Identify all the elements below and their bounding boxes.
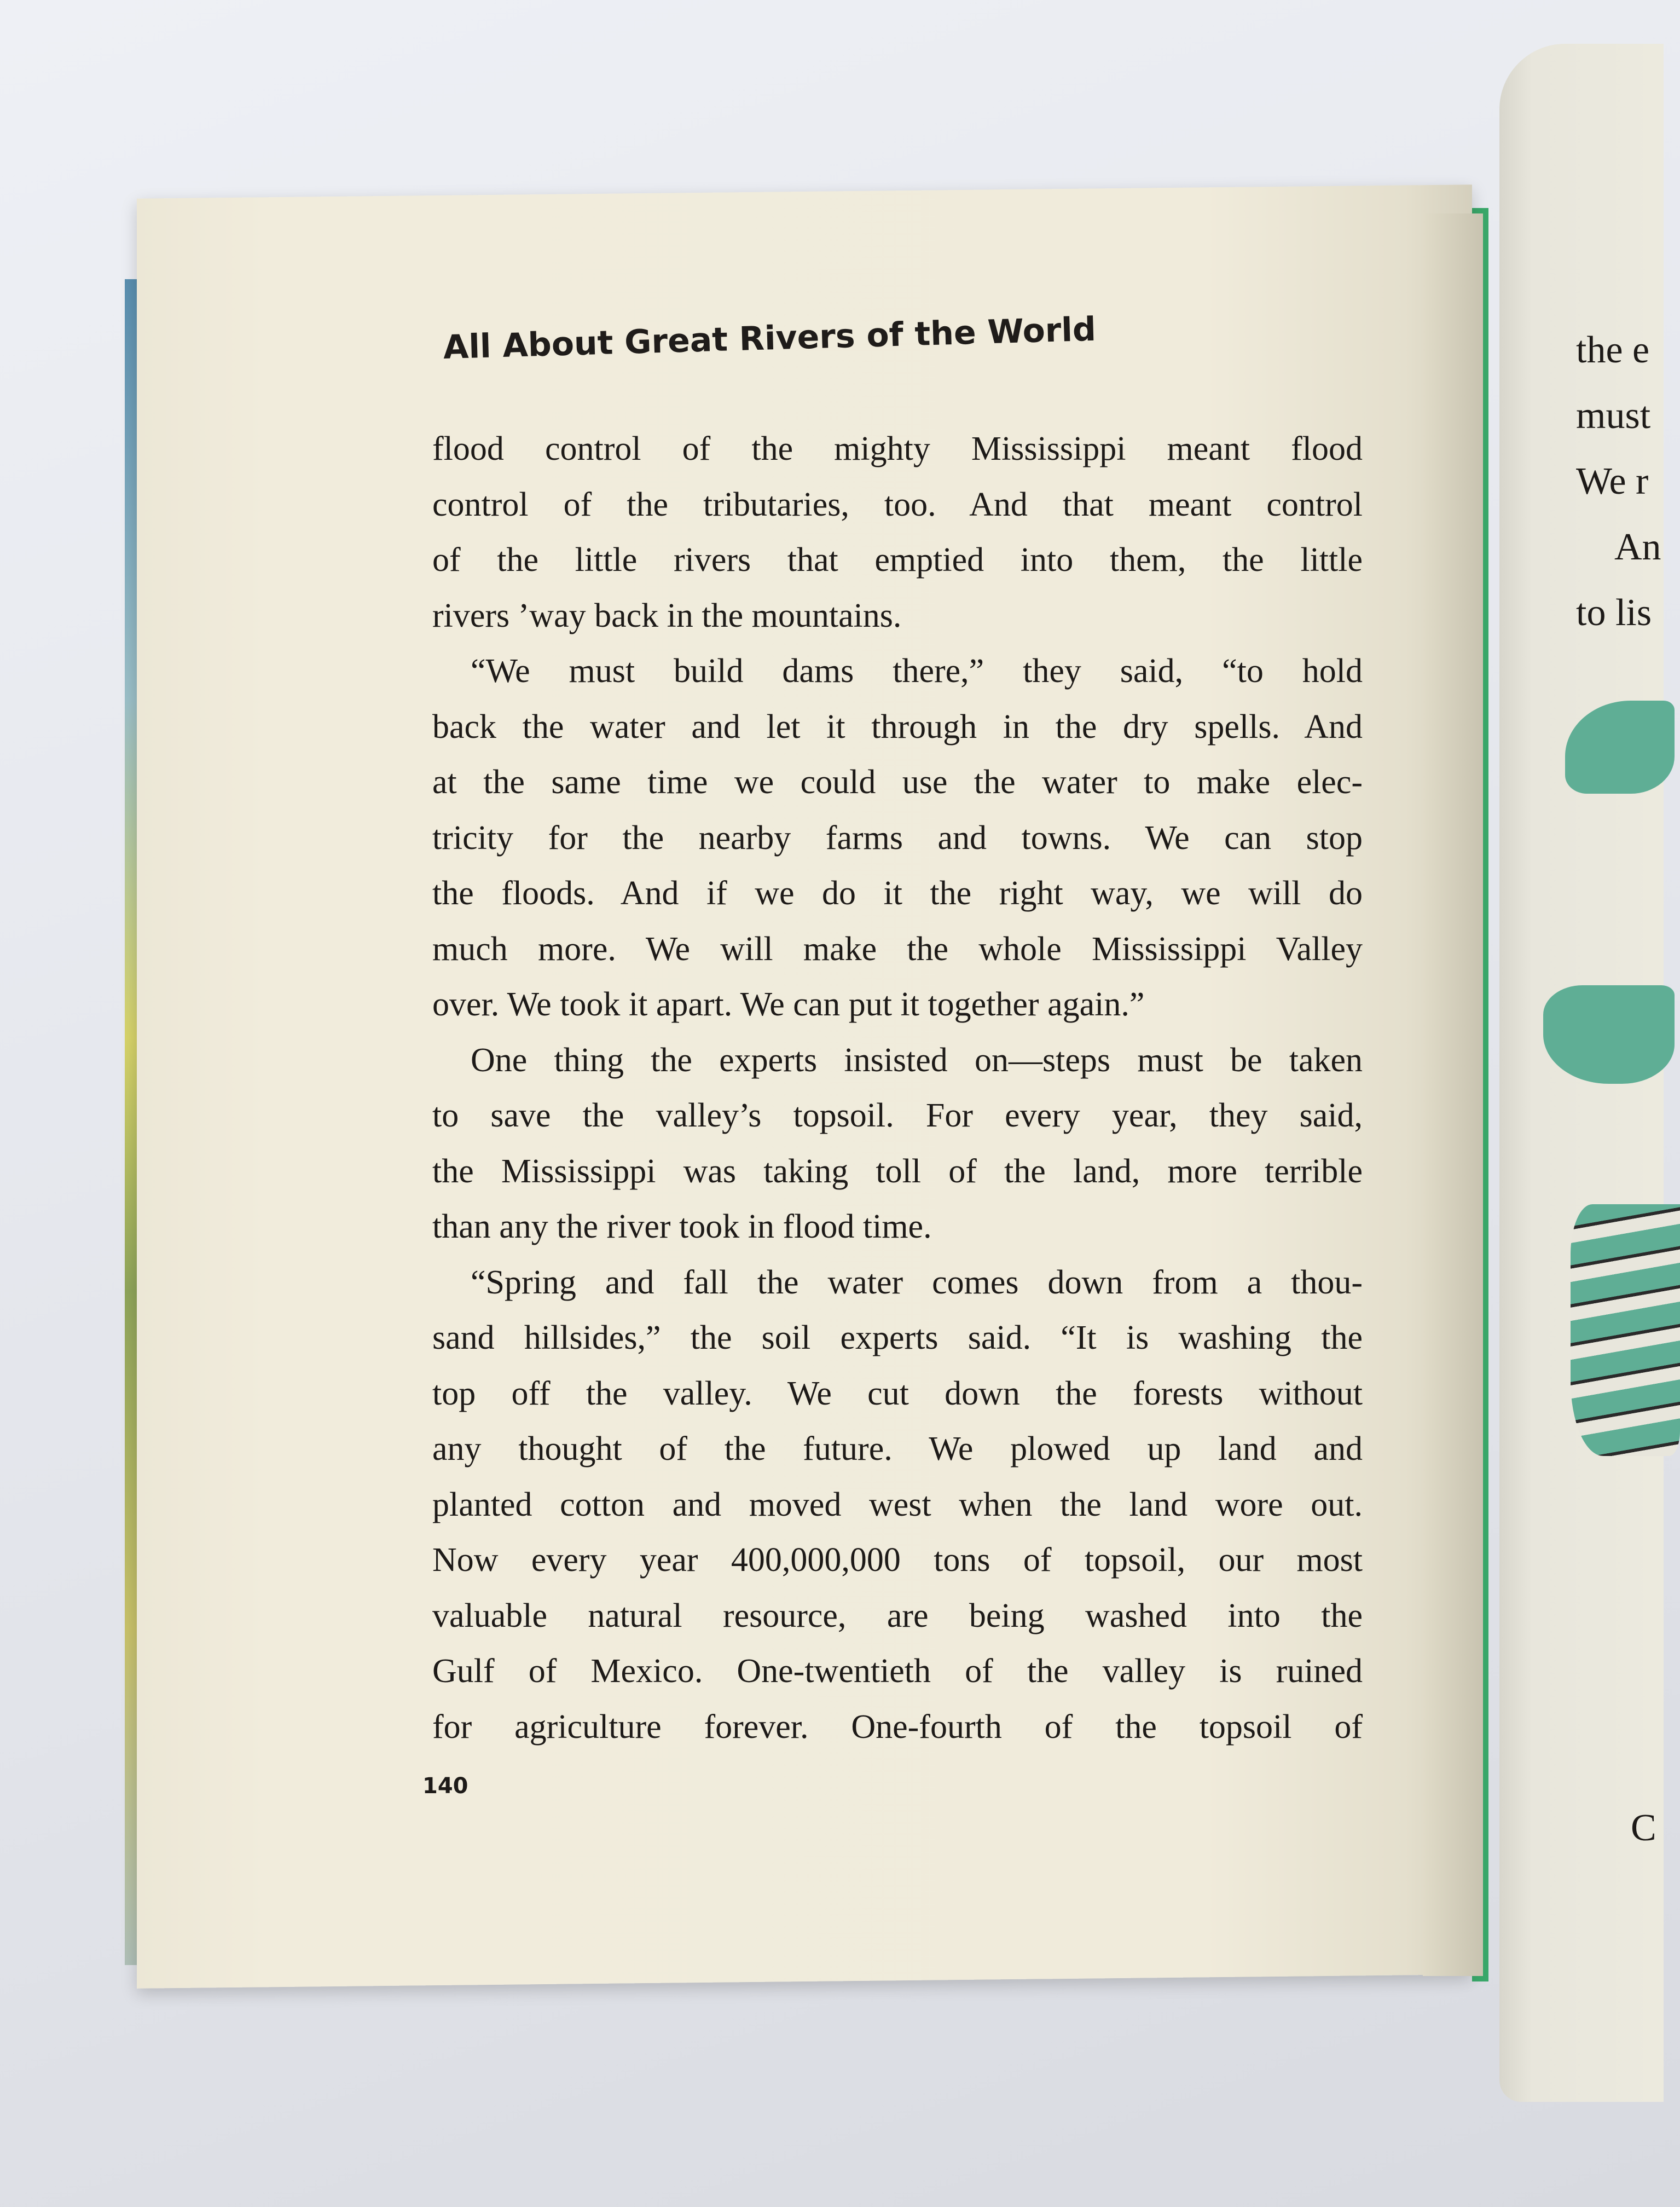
- text-line: “Spring and fall the water comes down from a thou-: [471, 1263, 1363, 1301]
- illustration-shape: [1543, 985, 1675, 1084]
- right-page: [1499, 44, 1664, 2102]
- page-body-text: [432, 421, 1363, 1755]
- text-line: sand hillsides,” the soil experts said. “It is washing the: [432, 1319, 1363, 1356]
- text-line: any thought of the future. We plowed up land and: [432, 1430, 1363, 1468]
- text-line: flood control of the mighty Mississippi meant flood: [432, 430, 1363, 467]
- text-line: planted cotton and moved west when the land wore out.: [432, 1486, 1363, 1523]
- text-line: rivers ’way back in the mountains.: [432, 597, 902, 634]
- text-line: top off the valley. We cut down the forests without: [432, 1374, 1363, 1412]
- text-line: valuable natural resource, are being washed into the: [432, 1597, 1363, 1634]
- right-page-fragment: C: [1631, 1807, 1656, 1849]
- text-line: Now every year 400,000,000 tons of topsoil, our most: [432, 1541, 1363, 1579]
- text-line: than any the river took in flood time.: [432, 1208, 932, 1245]
- running-head: All About Great Rivers of the World: [443, 310, 1097, 367]
- page-number: 140: [422, 1773, 468, 1799]
- text-line: at the same time we could use the water to make elec-: [432, 764, 1363, 801]
- right-page-fragment: to lis: [1576, 592, 1652, 634]
- page-gutter: [1423, 213, 1483, 1976]
- text-line: control of the tributaries, too. And that meant control: [432, 486, 1363, 523]
- text-line: “We must build dams there,” they said, “to hold: [471, 652, 1363, 690]
- text-line: the Mississippi was taking toll of the land, more terrible: [432, 1152, 1363, 1190]
- text-line: over. We took it apart. We can put it together again.”: [432, 986, 1145, 1023]
- right-page-fragment: We r: [1576, 460, 1649, 502]
- text-line: Gulf of Mexico. One-twentieth of the valley is ruined: [432, 1653, 1363, 1690]
- text-line: for agriculture forever. One-fourth of the topsoil of: [432, 1708, 1363, 1746]
- right-page-fragment: the e: [1576, 329, 1650, 371]
- illustration-scene: [1571, 1204, 1680, 1456]
- text-line: of the little rivers that emptied into them, the little: [432, 541, 1363, 579]
- right-page-fragment: An: [1614, 526, 1661, 568]
- text-line: tricity for the nearby farms and towns. We can stop: [432, 819, 1363, 857]
- text-line: back the water and let it through in the dry spells. And: [432, 708, 1363, 746]
- text-line: One thing the experts insisted on—steps must be taken: [471, 1041, 1363, 1079]
- text-line: to save the valley’s topsoil. For every year, they said,: [432, 1097, 1363, 1134]
- text-line: much more. We will make the whole Mississippi Valley: [432, 930, 1363, 968]
- text-line: the floods. And if we do it the right way, we will do: [432, 875, 1363, 912]
- illustration-shape: [1565, 701, 1675, 794]
- right-page-fragment: must: [1576, 395, 1651, 437]
